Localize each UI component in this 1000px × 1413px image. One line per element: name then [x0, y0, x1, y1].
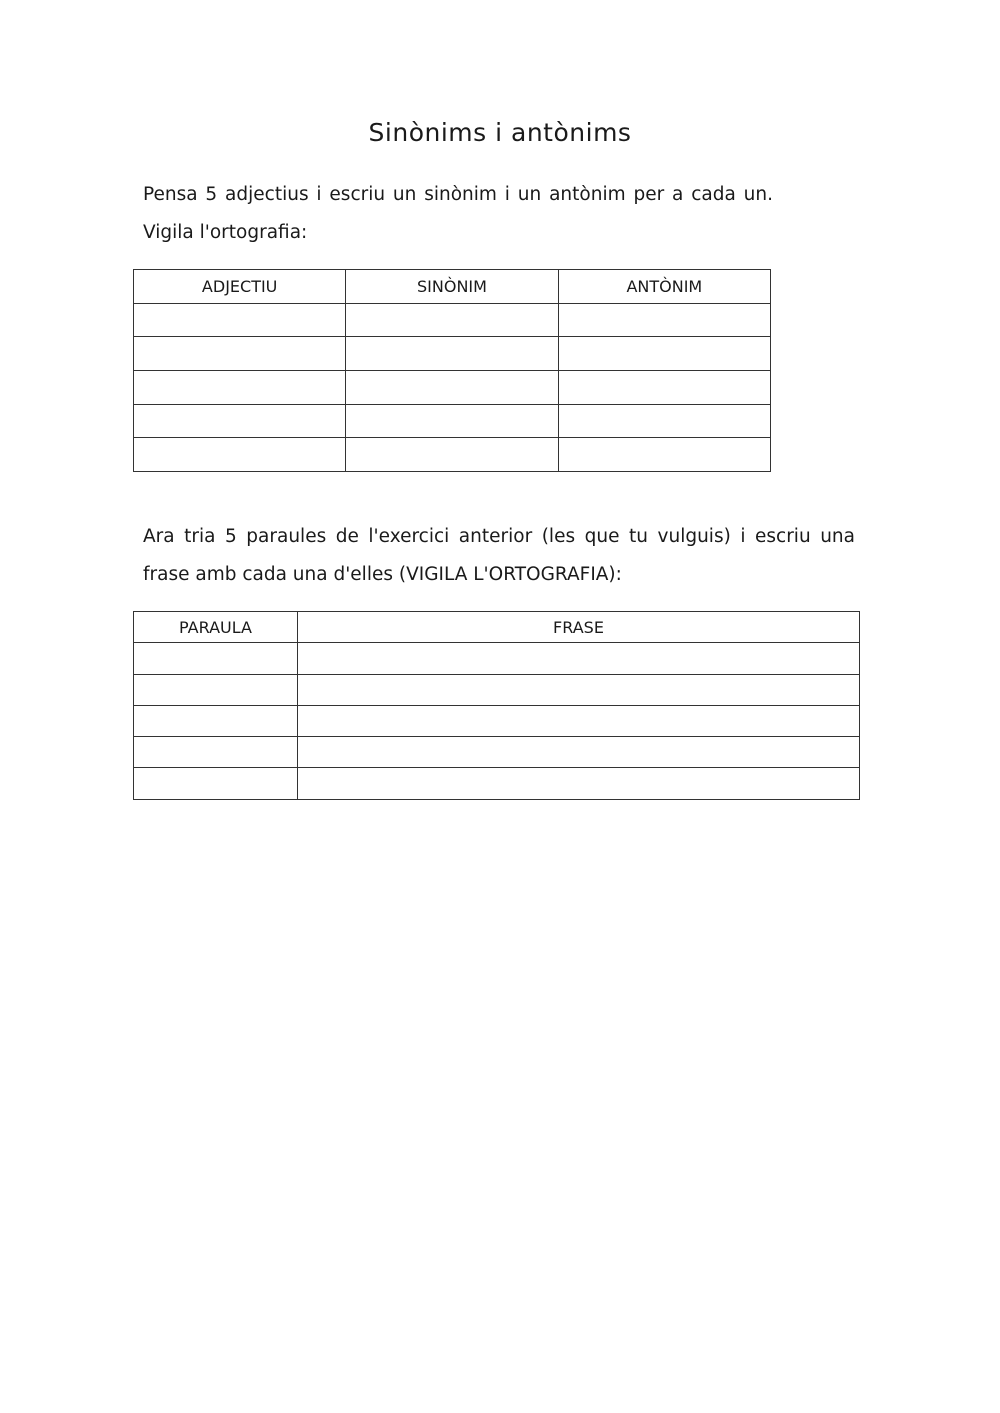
- frase-cell[interactable]: [298, 643, 860, 674]
- sinonim-cell[interactable]: [346, 337, 558, 371]
- table-header-row: [134, 270, 771, 304]
- table-row: [134, 768, 860, 799]
- header-adjectiu: ADJECTIU: [134, 270, 346, 304]
- header-frase: FRASE: [298, 612, 860, 643]
- table-row: [134, 705, 860, 736]
- adjectiu-cell[interactable]: [134, 337, 346, 371]
- table-row: [134, 303, 771, 337]
- antonim-cell[interactable]: [558, 371, 770, 405]
- table-row: [134, 674, 860, 705]
- table-row: [134, 337, 771, 371]
- header-paraula: PARAULA: [134, 612, 298, 643]
- sinonim-cell[interactable]: [346, 371, 558, 405]
- header-antonim: ANTÒNIM: [558, 270, 770, 304]
- frase-cell[interactable]: [298, 674, 860, 705]
- table-row: [134, 737, 860, 768]
- paraula-cell[interactable]: [134, 674, 298, 705]
- exercise1-table-body: [134, 303, 771, 471]
- header-sinonim: SINÒNIM: [346, 270, 558, 304]
- exercise1-instruction: Pensa 5 adjectius i escriu un sinònim i un antònim per a cada un. Vigila l'ortografia:: [143, 184, 773, 243]
- paraula-cell[interactable]: [134, 705, 298, 736]
- sinonim-cell[interactable]: [346, 438, 558, 472]
- antonim-cell[interactable]: [558, 438, 770, 472]
- adjectiu-cell[interactable]: [134, 438, 346, 472]
- antonim-cell[interactable]: [558, 337, 770, 371]
- sinonim-cell[interactable]: [346, 404, 558, 438]
- adjectiu-cell[interactable]: [134, 404, 346, 438]
- table-header-row: [134, 612, 860, 643]
- antonim-cell[interactable]: [558, 404, 770, 438]
- table-row: [134, 371, 771, 405]
- exercise1-table: [133, 269, 771, 472]
- adjectiu-cell[interactable]: [134, 371, 346, 405]
- table-row: [134, 438, 771, 472]
- exercise2-table-body: [134, 643, 860, 799]
- paraula-cell[interactable]: [134, 737, 298, 768]
- exercise2-table: [133, 611, 860, 800]
- frase-cell[interactable]: [298, 768, 860, 799]
- paraula-cell[interactable]: [134, 643, 298, 674]
- exercise2-instruction: Ara tria 5 paraules de l'exercici anterior (les que tu vulguis) i escriu una frase amb cada una d'elles (VIGILA L'ORTOGRAFIA):: [143, 526, 855, 585]
- table-row: [134, 643, 860, 674]
- table-row: [134, 404, 771, 438]
- frase-cell[interactable]: [298, 705, 860, 736]
- sinonim-cell[interactable]: [346, 303, 558, 337]
- page-title: Sinònims i antònims: [368, 118, 632, 147]
- paraula-cell[interactable]: [134, 768, 298, 799]
- frase-cell[interactable]: [298, 737, 860, 768]
- adjectiu-cell[interactable]: [134, 303, 346, 337]
- antonim-cell[interactable]: [558, 303, 770, 337]
